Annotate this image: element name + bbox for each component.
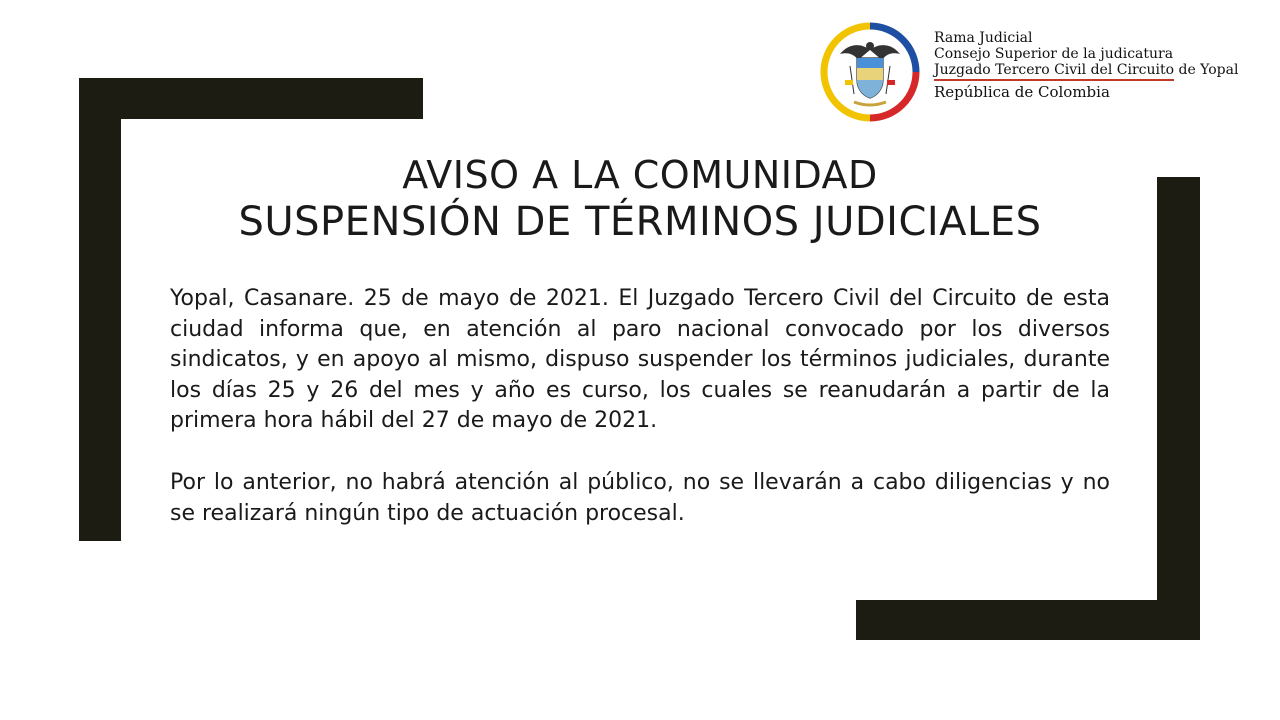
body-paragraph-2: Por lo anterior, no habrá atención al público, no se llevarán a cabo diligencias y no se realizará ningún tipo de actuación procesal. (170, 469, 1110, 526)
logo-line-consejo: Consejo Superior de la judicatura (934, 46, 1174, 62)
logo-line-country: República de Colombia (934, 83, 1110, 101)
logo-text (934, 30, 1254, 101)
frame-bar-bottom-right-vertical (1157, 177, 1200, 640)
logo-line-rama-judicial: Rama Judicial (934, 30, 1033, 46)
notice-title (140, 152, 1140, 246)
rama-judicial-logo (820, 22, 1260, 122)
coat-of-arms-seal-icon (820, 22, 920, 122)
logo-divider (934, 79, 1174, 81)
title-line-suspension: SUSPENSIÓN DE TÉRMINOS JUDICIALES (238, 199, 1042, 245)
body-paragraph-1: Yopal, Casanare. 25 de mayo de 2021. El Juzgado Tercero Civil del Circuito de esta ciudad informa que, en atención al paro nacional convocado por los diversos sindicatos, y en apoyo al mismo, dispuso suspender los términos judiciales, durante los días 25 y 26 del mes y año es curso, los cuales se reanudarán a partir de la primera hora hábil del 27 de mayo de 2021. (170, 286, 1110, 434)
title-line-aviso: AVISO A LA COMUNIDAD (402, 153, 878, 197)
logo-line-juzgado: Juzgado Tercero Civil del Circuito de Yopal (934, 62, 1239, 78)
frame-bar-top-left-vertical (79, 78, 121, 541)
notice-body (170, 284, 1110, 529)
frame-bar-bottom-right-horizontal (856, 600, 1200, 640)
frame-bar-top-left-horizontal (79, 78, 423, 119)
